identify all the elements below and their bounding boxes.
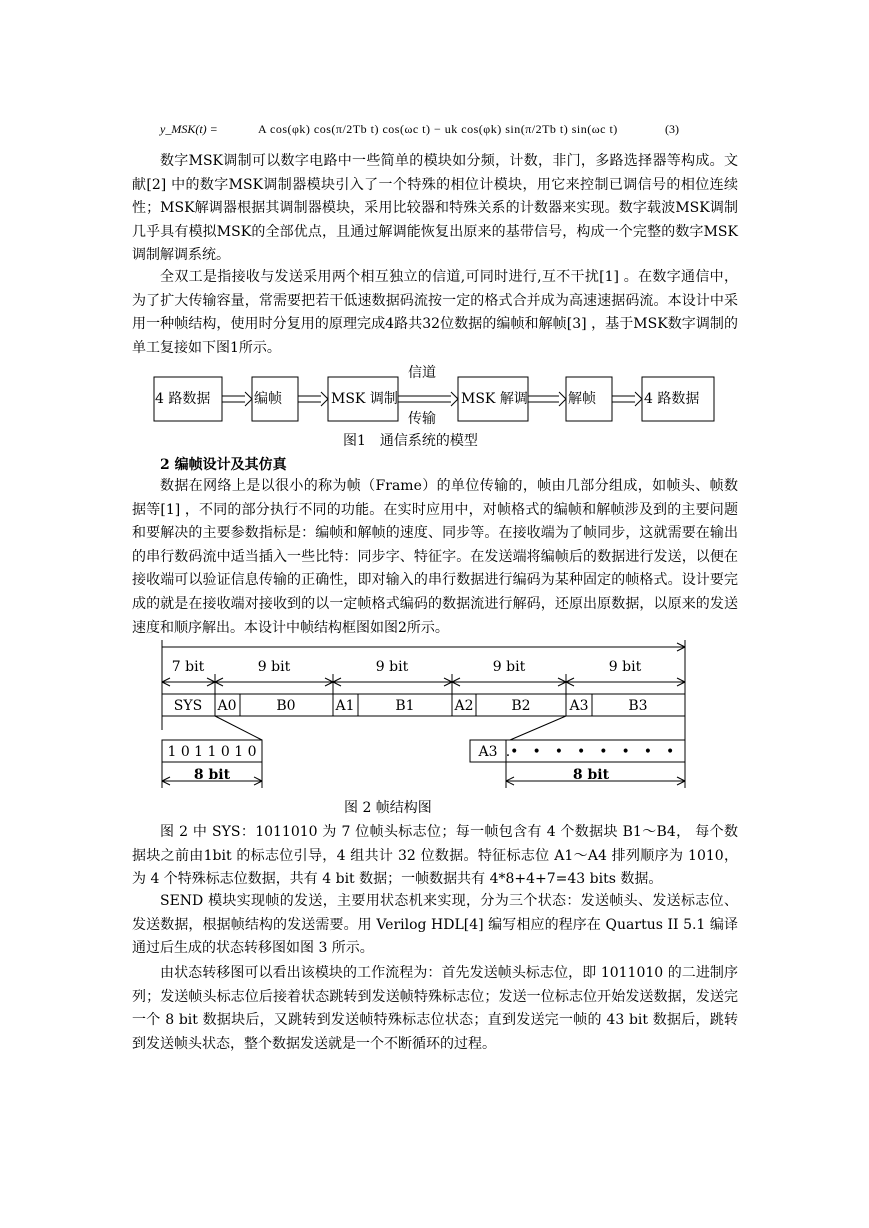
detail-bits: .• • • • • • • •	[505, 744, 675, 760]
width-label-block-2: 9 bit	[492, 659, 526, 675]
block-label-deframing: 解帧	[568, 391, 596, 407]
paragraph-full-duplex: 全双工是指接收与发送采用两个相互独立的信道,可同时进行,互不干扰[1] 。在数字通信中，为了扩大传输容量，常需要把若干低速数据码流按一定的格式合并成为高速速据码流。本设计中采用一种帧结构，使用时分复用的原理完成4路共32位数据的编帧和解帧[3] ，基于MSK数字调制的单工复接如下图1所示。	[132, 269, 738, 356]
cell-a2: A2	[454, 698, 474, 714]
equation-3	[160, 112, 760, 146]
section-heading: 2 编帧设计及其仿真	[160, 457, 287, 473]
width-label-block-0: 9 bit	[257, 659, 291, 675]
width-label-sys: 7 bit	[171, 659, 205, 675]
width-label-block-1: 9 bit	[375, 659, 409, 675]
figure-2-caption: 图 2 帧结构图	[344, 800, 432, 816]
cell-b0: B0	[276, 698, 296, 714]
cell-sys: SYS	[173, 698, 203, 714]
cell-a1: A1	[335, 698, 355, 714]
block-label-framing: 编帧	[254, 391, 282, 407]
paragraph-frame-intro: 数据在网络上是以很小的称为帧（Frame）的单位传输的，帧由几部分组成，如帧头、帧数据等[1] ，不同的部分执行不同的功能。在实时应用中，对帧格式的编帧和解帧涉及到的主要问题和要解决的主要参数指标是：编帧和解帧的速度、同步等。在接收端为了帧同步，这就需要在输出的串行数码流中适当插入一些比特：同步字、特征字。在发送端将编帧后的数据进行发送，以便在接收端可以验证信息传输的正确性，即对输入的串行数据进行编码为某种固定的帧格式。设计要完成的就是在接收端对接收到的以一定帧格式编码的数据流进行解码，还原出原数据，以原来的发送速度和顺序解出。本设计中帧结构框图如图2所示。	[132, 478, 738, 636]
paragraph-send-module: SEND 模块实现帧的发送，主要用状态机来实现，分为三个状态：发送帧头、发送标志位、发送数据，根据帧结构的发送需要。用 Verilog HDL[4] 编写相应的程序在 Quartus II 5.1 编译通过后生成的状态转移图如图 3 所示。	[132, 893, 738, 957]
figure-2-frame-structure	[150, 638, 695, 790]
block-label-input: 4 路数据	[155, 391, 211, 407]
detail-width-label: 8 bit	[572, 767, 610, 783]
cell-b2: B2	[511, 698, 531, 714]
cell-b1: B1	[395, 698, 415, 714]
paragraph-sys-description: 图 2 中 SYS：1011010 为 7 位帧头标志位；每一帧包含有 4 个数据块 B1～B4， 每个数据块之前由1bit 的标志位引导，4 组共计 32 位数据。特征标志位 A1～A4 排列顺序为 1010，为 4 个特殊标志位数据，共有 4 bit 数据；一帧数据共有 4*8+4+7=43 bits 数据。	[132, 824, 738, 888]
cell-a0: A0	[217, 698, 237, 714]
detail-flag: A3	[478, 744, 498, 760]
width-label-block-3: 9 bit	[608, 659, 642, 675]
figure-1-caption: 图1 通信系统的模型	[343, 433, 478, 449]
equation-lhs: y_MSK(t) =	[160, 122, 218, 136]
sync-width-label: 8 bit	[193, 767, 231, 783]
block-label-msk-mod: MSK 调制	[331, 391, 398, 407]
equation-rhs: A cos(φk) cos(π/2Tb t) cos(ωc t) − uk cos(φk) sin(π/2Tb t) sin(ωc t)	[258, 122, 618, 136]
channel-label-bottom: 传输	[408, 411, 436, 427]
channel-label-top: 信道	[408, 365, 436, 381]
cell-b3: B3	[628, 698, 648, 714]
paragraph-state-flow: 由状态转移图可以看出该模块的工作流程为：首先发送帧头标志位，即 1011010 的二进制序列；发送帧头标志位后接着状态跳转到发送帧特殊标志位；发送一位标志位开始发送数据，发送完一个 8 bit 数据块后，又跳转到发送帧特殊标志位状态；直到发送完一帧的 43 bit 数据后，跳转到发送帧头状态，整个数据发送就是一个不断循环的过程。	[132, 965, 738, 1052]
cell-a3: A3	[569, 698, 589, 714]
paragraph-msk-digital: 数字MSK调制可以数字电路中一些简单的模块如分频，计数，非门，多路选择器等构成。文献[2] 中的数字MSK调制器模块引入了一个特殊的相位计模块，用它来控制已调信号的相位连续性；MSK解调器根据其调制器模块，采用比较器和特殊关系的计数器来实现。数字载波MSK调制几乎具有模拟MSK的全部优点，且通过解调能恢复出原来的基带信号，构成一个完整的数字MSK调制解调系统。	[132, 153, 738, 264]
sync-word: 1 0 1 1 0 1 0	[167, 744, 257, 760]
block-label-msk-demod: MSK 解调	[461, 391, 528, 407]
block-label-output: 4 路数据	[644, 391, 700, 407]
equation-number: (3)	[665, 122, 679, 136]
